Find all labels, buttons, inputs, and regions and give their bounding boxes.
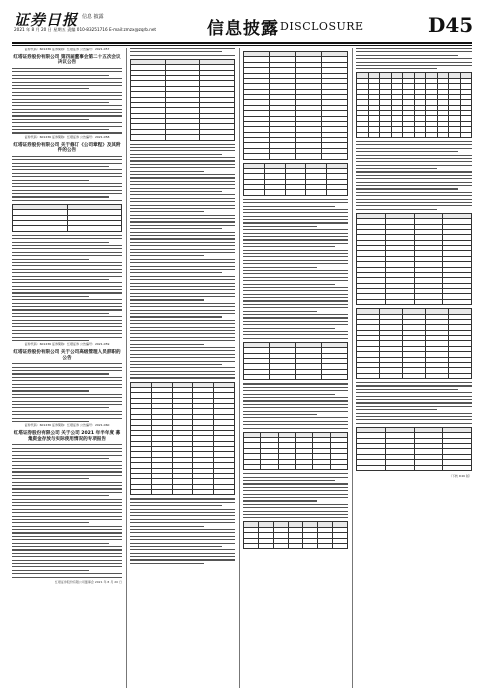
related-party-table xyxy=(243,51,348,160)
summary-table xyxy=(243,342,348,381)
notice-code: 证券代码：601236 证券简称：红塔证券 公告编号：2021-057 xyxy=(24,48,110,51)
column-2 xyxy=(130,48,235,694)
notice-body xyxy=(243,473,348,518)
metrics-table xyxy=(356,213,472,305)
notice-body xyxy=(130,48,235,56)
project-table xyxy=(130,382,235,496)
notice-body xyxy=(12,68,122,134)
notice-body xyxy=(356,141,472,210)
notice-code: 证券代码：601236 证券简称：红塔证券 公告编号：2021-058 xyxy=(24,134,110,139)
notice-body xyxy=(243,199,348,339)
fund-usage-table xyxy=(130,59,235,141)
dateline: 2021 年 8 月 20 日 星期五 责编 010-83251716 E-mail:zmzx@zqrb.net xyxy=(14,27,157,32)
column-4 xyxy=(356,48,472,694)
column-divider xyxy=(239,48,240,688)
notice-headline: 红塔证券股份有限公司 第四届董事会第二十五次会议决议公告 xyxy=(13,54,121,66)
header-rule xyxy=(12,42,472,44)
notice-body xyxy=(356,48,472,69)
column-divider xyxy=(126,48,127,688)
masthead xyxy=(0,0,484,46)
section-title-english: DISCLOSURE xyxy=(280,20,364,33)
notice-body xyxy=(243,383,348,428)
notice-body xyxy=(130,498,235,564)
page-number: D45 xyxy=(428,13,474,37)
amendment-table xyxy=(12,204,122,232)
notice-body xyxy=(356,382,472,424)
header-rule-thin xyxy=(12,45,472,46)
notice-body xyxy=(12,156,122,201)
notice-body xyxy=(12,235,122,341)
holdings-table xyxy=(243,521,348,549)
segment-table xyxy=(356,427,472,471)
section-title: 信息披露 xyxy=(207,19,279,39)
continued-note: （下转 D46 版） xyxy=(448,473,472,478)
notice-headline: 红塔证券股份有限公司 关于公司高级管理人员辞职的公告 xyxy=(13,350,121,361)
notice-body xyxy=(12,444,122,577)
capital-table xyxy=(356,308,472,379)
notice-headline: 红塔证券股份有限公司 关于公司 2021 年半年度 募集资金存放与实际使用情况的专项报告 xyxy=(13,431,121,442)
newspaper-logo: 证券日报 xyxy=(14,11,79,29)
notice-code: 证券代码：601236 证券简称：红塔证券 公告编号：2021-059 xyxy=(24,342,110,347)
notice-code: 证券代码：601236 证券简称：红塔证券 公告编号：2021-060 xyxy=(24,423,110,428)
logo-subtitle: 信息 披露 xyxy=(82,14,104,20)
financial-table xyxy=(243,163,348,196)
notice-body xyxy=(130,144,235,379)
column-1 xyxy=(12,48,122,694)
notice-body xyxy=(12,363,122,422)
notice-headline: 红塔证券股份有限公司 关于修订《公司章程》及其附件的公告 xyxy=(13,142,121,154)
column-3 xyxy=(243,48,348,694)
column-divider xyxy=(352,48,353,688)
dense-data-table xyxy=(356,72,472,138)
signature: 红塔证券股份有限公司董事会 2021 年 8 月 20 日 xyxy=(54,579,122,584)
investment-table xyxy=(243,432,348,471)
